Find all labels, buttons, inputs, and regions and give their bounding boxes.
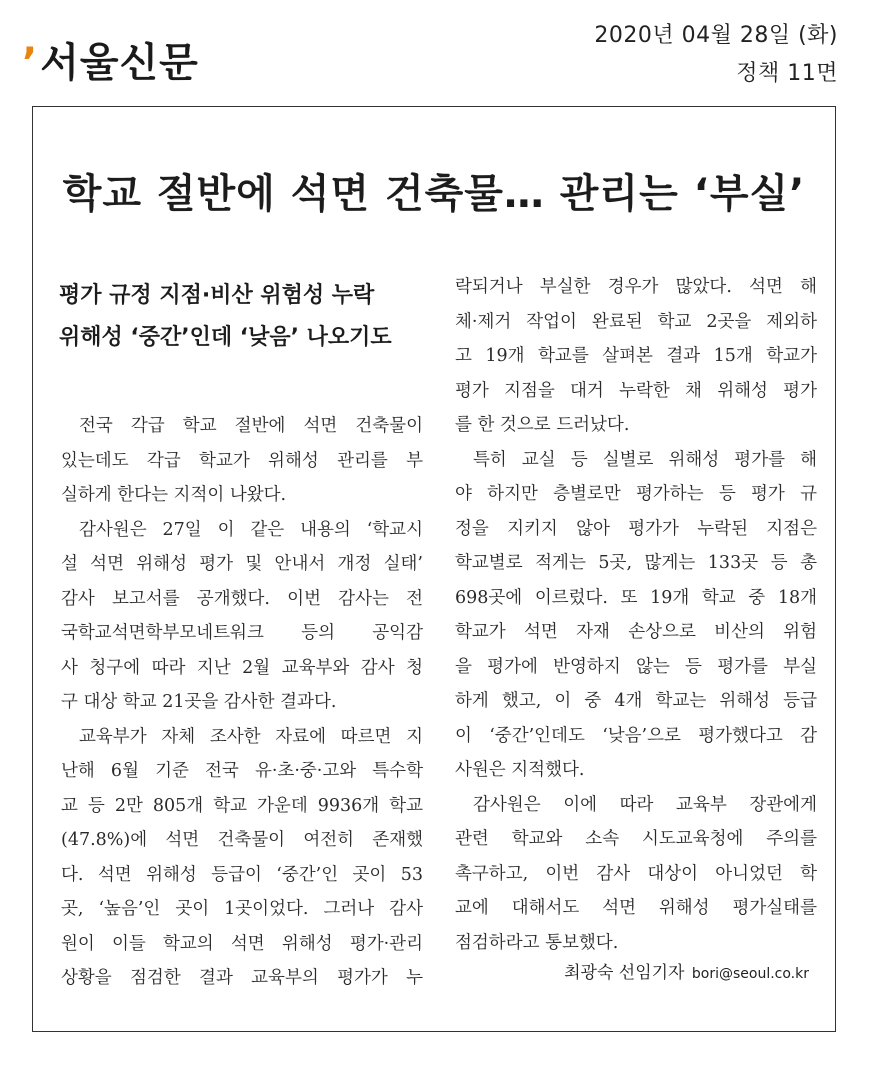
body-line: 정을 지키지 않아 평가가 누락된 지점은 (455, 518, 817, 539)
body-column-right (455, 270, 817, 960)
body-line: 감사원은 이에 따라 교육부 장관에게 (473, 794, 817, 815)
subhead-2: 위해성 ‘중간’인데 ‘낮음’ 나오기도 (59, 325, 392, 350)
body-line: 점검하라고 통보했다. (455, 932, 619, 953)
body-line: 곳, ‘높음’인 곳이 1곳이었다. 그러나 감사 (61, 899, 423, 919)
body-line: 를 한 것으로 드러났다. (455, 415, 630, 435)
body-line: 교육부가 자체 조사한 자료에 따르면 지 (79, 726, 423, 747)
body-line: 사 청구에 따라 지난 2월 교육부와 감사 청 (61, 657, 423, 678)
body-line: 구 대상 학교 21곳을 감사한 결과다. (61, 692, 337, 712)
body-line: 국학교석면학부모네트워크 등의 공익감 (61, 623, 423, 643)
body-line: 특히 교실 등 실별로 위해성 평가를 해 (473, 449, 817, 470)
body-column-left (61, 409, 423, 996)
body-line: 학교가 석면 자재 손상으로 비산의 위험 (455, 622, 817, 642)
body-line: 체·제거 작업이 완료된 학교 2곳을 제외하 (455, 311, 817, 332)
body-line: 교에 대해서도 석면 위해성 평가실태를 (455, 898, 817, 918)
body-line: 난해 6월 기준 전국 유·초·중·고와 특수학 (61, 761, 423, 781)
masthead (22, 38, 199, 88)
body-line: 학교별로 적게는 5곳, 많게는 133곳 등 총 (455, 553, 817, 573)
body-line: 야 하지만 층별로만 평가하는 등 평가 규 (455, 484, 817, 504)
body-line: 을 평가에 반영하지 않는 등 평가를 부실 (455, 656, 817, 677)
body-line: 사원은 지적했다. (455, 760, 585, 780)
body-line: (47.8%)에 석면 건축물이 여전히 존재했 (61, 830, 423, 850)
byline-email: bori@seoul.co.kr (691, 966, 809, 982)
body-line: 교 등 2만 805개 학교 가운데 9936개 학교 (61, 795, 423, 816)
body-line: 다. 석면 위해성 등급이 ‘중간’인 곳이 53 (61, 864, 423, 885)
body-line: 감사 보고서를 공개했다. 이번 감사는 전 (61, 588, 423, 609)
body-line: 하게 했고, 이 중 4개 학교는 위해성 등급 (455, 691, 817, 711)
body-line: 실하게 한다는 지적이 나왔다. (61, 485, 287, 505)
byline-name: 최광숙 선임기자 (564, 963, 685, 983)
body-line: 있는데도 각급 학교가 위해성 관리를 부 (61, 450, 423, 471)
body-line: 상황을 점검한 결과 교육부의 평가가 누 (61, 968, 423, 988)
section-page: 정책 11면 (736, 61, 838, 86)
subheads (59, 275, 429, 359)
publication-date: 2020년 04월 28일 (화) (594, 23, 838, 48)
body-line: 촉구하고, 이번 감사 대상이 아니었던 학 (455, 863, 817, 884)
body-line: 설 석면 위해성 평가 및 안내서 개정 실태’ (61, 554, 423, 574)
byline (564, 958, 809, 983)
body-line: 관련 학교와 소속 시도교육청에 주의를 (455, 829, 817, 849)
body-line: 고 19개 학교를 살펴본 결과 15개 학교가 (455, 346, 817, 366)
body-line: 감사원은 27일 이 같은 내용의 ‘학교시 (79, 519, 423, 540)
article-frame (32, 106, 836, 1032)
body-line: 전국 각급 학교 절반에 석면 건축물이 (79, 416, 423, 436)
headline: 학교 절반에 석면 건축물… 관리는 ‘부실’ (62, 171, 806, 217)
body-line: 원이 이들 학교의 석면 위해성 평가·관리 (61, 933, 423, 954)
body-line: 평가 지점을 대거 누락한 채 위해성 평가 (455, 380, 817, 401)
masthead-tick: ’ (22, 40, 39, 86)
subhead-1: 평가 규정 지점·비산 위험성 누락 (59, 283, 375, 308)
body-line: 698곳에 이르렀다. 또 19개 학교 중 18개 (455, 587, 817, 608)
body-line: 이 ‘중간’인데도 ‘낮음’으로 평가했다고 감 (455, 725, 817, 746)
masthead-name: 서울신문 (40, 40, 199, 86)
body-line: 락되거나 부실한 경우가 많았다. 석면 해 (455, 277, 817, 297)
